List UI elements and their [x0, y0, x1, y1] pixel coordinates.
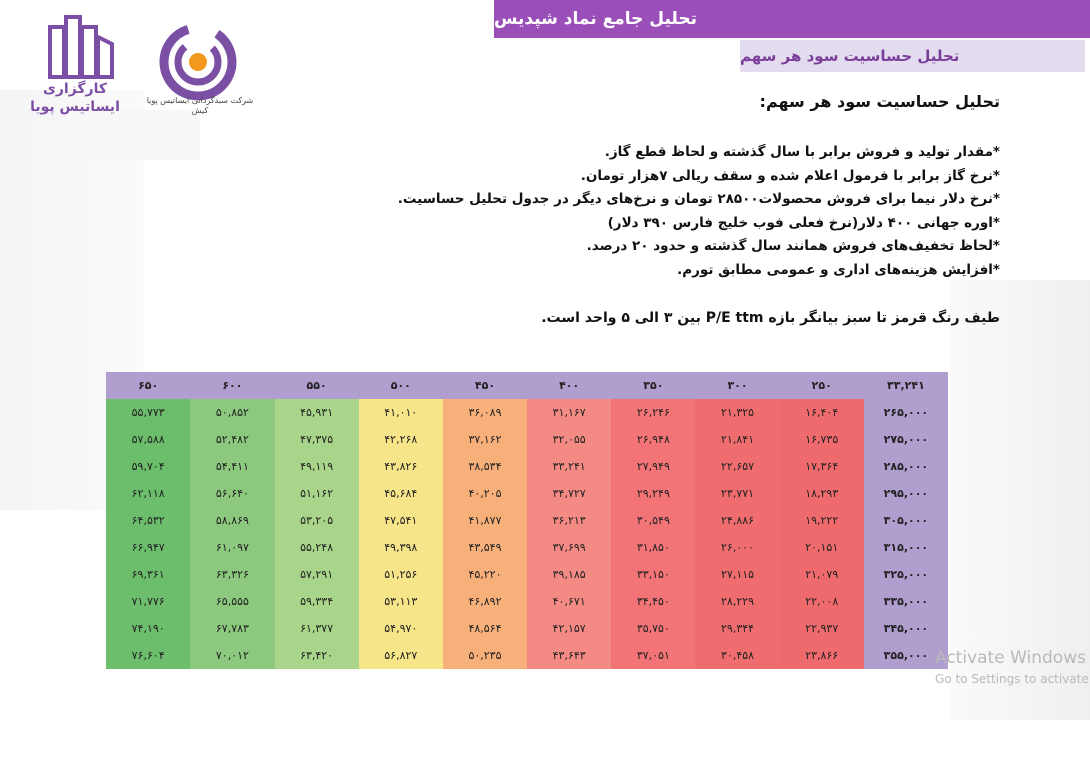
table-cell: ۲۰,۱۵۱	[780, 534, 864, 561]
table-cell: ۳۷,۱۶۲	[443, 426, 527, 453]
table-cell: ۵۷,۵۸۸	[106, 426, 190, 453]
table-cell: ۳۸,۵۳۴	[443, 453, 527, 480]
table-cell: ۲۶,۰۰۰	[695, 534, 779, 561]
table-cell: ۳۹,۱۸۵	[527, 561, 611, 588]
assumption-bullet: *افزایش هزینه‌های اداری و عمومی مطابق تورم.	[677, 261, 1000, 278]
table-cell: ۵۶,۸۲۷	[359, 642, 443, 669]
table-cell: ۲۷,۹۴۹	[611, 453, 695, 480]
table-cell: ۴۵,۹۳۱	[275, 399, 359, 426]
table-cell: ۶۹,۳۶۱	[106, 561, 190, 588]
assumption-bullet: *نرخ گاز برابر با فرمول اعلام شده و سقف ریالی ۷هزار تومان.	[580, 167, 1000, 184]
table-cell: ۵۰,۲۳۵	[443, 642, 527, 669]
row-header: ۳۱۵,۰۰۰	[864, 534, 948, 561]
assumption-bullet: *اوره جهانی ۴۰۰ دلار(نرخ فعلی فوب خلیج فارس ۳۹۰ دلار)	[607, 214, 1000, 231]
table-cell: ۳۶,۰۸۹	[443, 399, 527, 426]
table-cell: ۲۲,۶۵۷	[695, 453, 779, 480]
table-cell: ۲۲,۰۰۸	[780, 588, 864, 615]
table-cell: ۵۸,۸۶۹	[190, 507, 274, 534]
table-cell: ۳۴,۷۲۷	[527, 480, 611, 507]
table-cell: ۳۱,۸۵۰	[611, 534, 695, 561]
table-cell: ۴۹,۱۱۹	[275, 453, 359, 480]
table-cell: ۴۳,۵۴۹	[443, 534, 527, 561]
column-header: ۵۵۰	[275, 372, 359, 399]
table-cell: ۲۳,۷۷۱	[695, 480, 779, 507]
table-cell: ۶۲,۱۱۸	[106, 480, 190, 507]
table-cell: ۱۸,۲۹۳	[780, 480, 864, 507]
column-header: ۶۵۰	[106, 372, 190, 399]
table-cell: ۳۲,۰۵۵	[527, 426, 611, 453]
table-cell: ۶۳,۳۲۶	[190, 561, 274, 588]
table-cell: ۷۰,۰۱۲	[190, 642, 274, 669]
table-row	[106, 588, 948, 615]
table-cell: ۴۷,۵۴۱	[359, 507, 443, 534]
row-header: ۲۶۵,۰۰۰	[864, 399, 948, 426]
sensitivity-table-container	[106, 372, 948, 667]
table-corner-cell: ۳۳,۲۴۱	[864, 372, 948, 399]
table-cell: ۶۱,۳۷۷	[275, 615, 359, 642]
row-header: ۳۳۵,۰۰۰	[864, 588, 948, 615]
table-row	[106, 507, 948, 534]
table-cell: ۴۵,۶۸۴	[359, 480, 443, 507]
table-cell: ۲۹,۲۴۹	[611, 480, 695, 507]
table-row	[106, 399, 948, 426]
table-cell: ۶۷,۷۸۳	[190, 615, 274, 642]
table-cell: ۵۷,۲۹۱	[275, 561, 359, 588]
column-header: ۲۵۰	[780, 372, 864, 399]
table-cell: ۳۳,۱۵۰	[611, 561, 695, 588]
table-cell: ۵۵,۲۴۸	[275, 534, 359, 561]
sensitivity-table	[106, 372, 948, 669]
subtitle-bar	[740, 40, 1085, 72]
table-cell: ۳۰,۵۴۹	[611, 507, 695, 534]
table-cell: ۴۶,۸۹۲	[443, 588, 527, 615]
table-cell: ۷۴,۱۹۰	[106, 615, 190, 642]
table-cell: ۷۶,۶۰۴	[106, 642, 190, 669]
table-cell: ۶۶,۹۴۷	[106, 534, 190, 561]
slide-subtitle: تحلیل حساسیت سود هر سهم	[740, 47, 960, 65]
table-cell: ۵۹,۷۰۴	[106, 453, 190, 480]
table-cell: ۱۹,۲۲۲	[780, 507, 864, 534]
table-cell: ۳۵,۷۵۰	[611, 615, 695, 642]
table-cell: ۲۴,۸۸۶	[695, 507, 779, 534]
column-header: ۵۰۰	[359, 372, 443, 399]
table-cell: ۴۲,۲۶۸	[359, 426, 443, 453]
table-cell: ۵۴,۹۷۰	[359, 615, 443, 642]
table-cell: ۴۹,۳۹۸	[359, 534, 443, 561]
table-cell: ۶۴,۵۳۲	[106, 507, 190, 534]
row-header: ۳۵۵,۰۰۰	[864, 642, 948, 669]
watermark-line: Activate Windows	[935, 648, 1086, 668]
table-cell: ۴۳,۸۲۶	[359, 453, 443, 480]
assumption-bullet: *لحاظ تخفیف‌های فروش همانند سال گذشته و حدود ۲۰ درصد.	[586, 238, 1000, 254]
watermark-line: Go to Settings to activate	[935, 672, 1089, 686]
table-cell: ۲۱,۳۲۵	[695, 399, 779, 426]
table-row	[106, 561, 948, 588]
table-cell: ۳۴,۴۵۰	[611, 588, 695, 615]
table-row	[106, 426, 948, 453]
table-cell: ۱۶,۴۰۴	[780, 399, 864, 426]
table-cell: ۵۴,۴۱۱	[190, 453, 274, 480]
table-cell: ۷۱,۷۷۶	[106, 588, 190, 615]
table-row	[106, 453, 948, 480]
table-cell: ۵۳,۱۱۳	[359, 588, 443, 615]
table-cell: ۶۵,۵۵۵	[190, 588, 274, 615]
portfolio-logo-text: شرکت سبدگردانی ایساتیس پویا کیش	[146, 96, 254, 115]
table-cell: ۲۱,۰۷۹	[780, 561, 864, 588]
table-cell: ۲۹,۳۴۴	[695, 615, 779, 642]
table-cell: ۴۵,۲۲۰	[443, 561, 527, 588]
table-cell: ۳۱,۱۶۷	[527, 399, 611, 426]
row-header: ۳۲۵,۰۰۰	[864, 561, 948, 588]
table-cell: ۶۳,۴۲۰	[275, 642, 359, 669]
brokerage-logo-text: کارگزاری ایساتیس پویا	[30, 81, 120, 115]
table-header-row	[106, 372, 948, 399]
table-cell: ۴۰,۶۷۱	[527, 588, 611, 615]
table-cell: ۴۱,۰۱۰	[359, 399, 443, 426]
table-cell: ۲۶,۹۴۸	[611, 426, 695, 453]
table-cell: ۴۱,۸۷۷	[443, 507, 527, 534]
table-cell: ۵۳,۲۰۵	[275, 507, 359, 534]
table-row	[106, 534, 948, 561]
row-header: ۲۸۵,۰۰۰	[864, 453, 948, 480]
row-header: ۲۹۵,۰۰۰	[864, 480, 948, 507]
table-row	[106, 615, 948, 642]
table-cell: ۴۷,۳۷۵	[275, 426, 359, 453]
table-row	[106, 642, 948, 669]
column-header: ۳۵۰	[611, 372, 695, 399]
table-cell: ۳۰,۴۵۸	[695, 642, 779, 669]
column-header: ۳۰۰	[695, 372, 779, 399]
table-cell: ۵۶,۶۴۰	[190, 480, 274, 507]
table-cell: ۵۲,۴۸۲	[190, 426, 274, 453]
column-header: ۴۰۰	[527, 372, 611, 399]
table-cell: ۴۲,۱۵۷	[527, 615, 611, 642]
table-cell: ۵۵,۷۷۳	[106, 399, 190, 426]
content-block	[370, 92, 1000, 340]
table-cell: ۳۷,۰۵۱	[611, 642, 695, 669]
table-cell: ۵۰,۸۵۲	[190, 399, 274, 426]
table-cell: ۶۱,۰۹۷	[190, 534, 274, 561]
row-header: ۳۰۵,۰۰۰	[864, 507, 948, 534]
row-header: ۲۷۵,۰۰۰	[864, 426, 948, 453]
table-cell: ۲۱,۸۴۱	[695, 426, 779, 453]
column-header: ۶۰۰	[190, 372, 274, 399]
section-heading: تحلیل حساسیت سود هر سهم:	[759, 92, 1000, 111]
table-cell: ۳۶,۲۱۳	[527, 507, 611, 534]
assumption-bullet: *مقدار تولید و فروش برابر با سال گذشته و لحاظ قطع گاز.	[604, 144, 1000, 160]
table-cell: ۴۳,۶۴۳	[527, 642, 611, 669]
table-cell: ۳۷,۶۹۹	[527, 534, 611, 561]
table-cell: ۲۶,۲۴۶	[611, 399, 695, 426]
table-cell: ۱۷,۳۶۴	[780, 453, 864, 480]
row-header: ۳۴۵,۰۰۰	[864, 615, 948, 642]
table-cell: ۴۰,۲۰۵	[443, 480, 527, 507]
table-cell: ۲۲,۹۳۷	[780, 615, 864, 642]
title-bar	[494, 0, 1090, 38]
color-scale-note: طیف رنگ قرمز تا سبز بیانگر بازه P/E ttm بین ۳ الی ۵ واحد است.	[541, 310, 1000, 326]
windows-activation-watermark	[935, 648, 1089, 686]
column-header: ۴۵۰	[443, 372, 527, 399]
slide-title: تحلیل جامع نماد شپدیس	[494, 9, 697, 29]
table-cell: ۵۱,۲۵۶	[359, 561, 443, 588]
assumption-bullet: *نرخ دلار نیما برای فروش محصولات۲۸۵۰۰ تومان و نرخ‌های دیگر در جدول تحلیل حساسیت.	[397, 191, 1000, 207]
table-cell: ۴۸,۵۶۴	[443, 615, 527, 642]
table-cell: ۵۹,۳۳۴	[275, 588, 359, 615]
table-cell: ۲۳,۸۶۶	[780, 642, 864, 669]
table-cell: ۲۸,۲۲۹	[695, 588, 779, 615]
table-cell: ۳۳,۲۴۱	[527, 453, 611, 480]
table-row	[106, 480, 948, 507]
table-cell: ۵۱,۱۶۲	[275, 480, 359, 507]
table-cell: ۲۷,۱۱۵	[695, 561, 779, 588]
table-cell: ۱۶,۷۳۵	[780, 426, 864, 453]
